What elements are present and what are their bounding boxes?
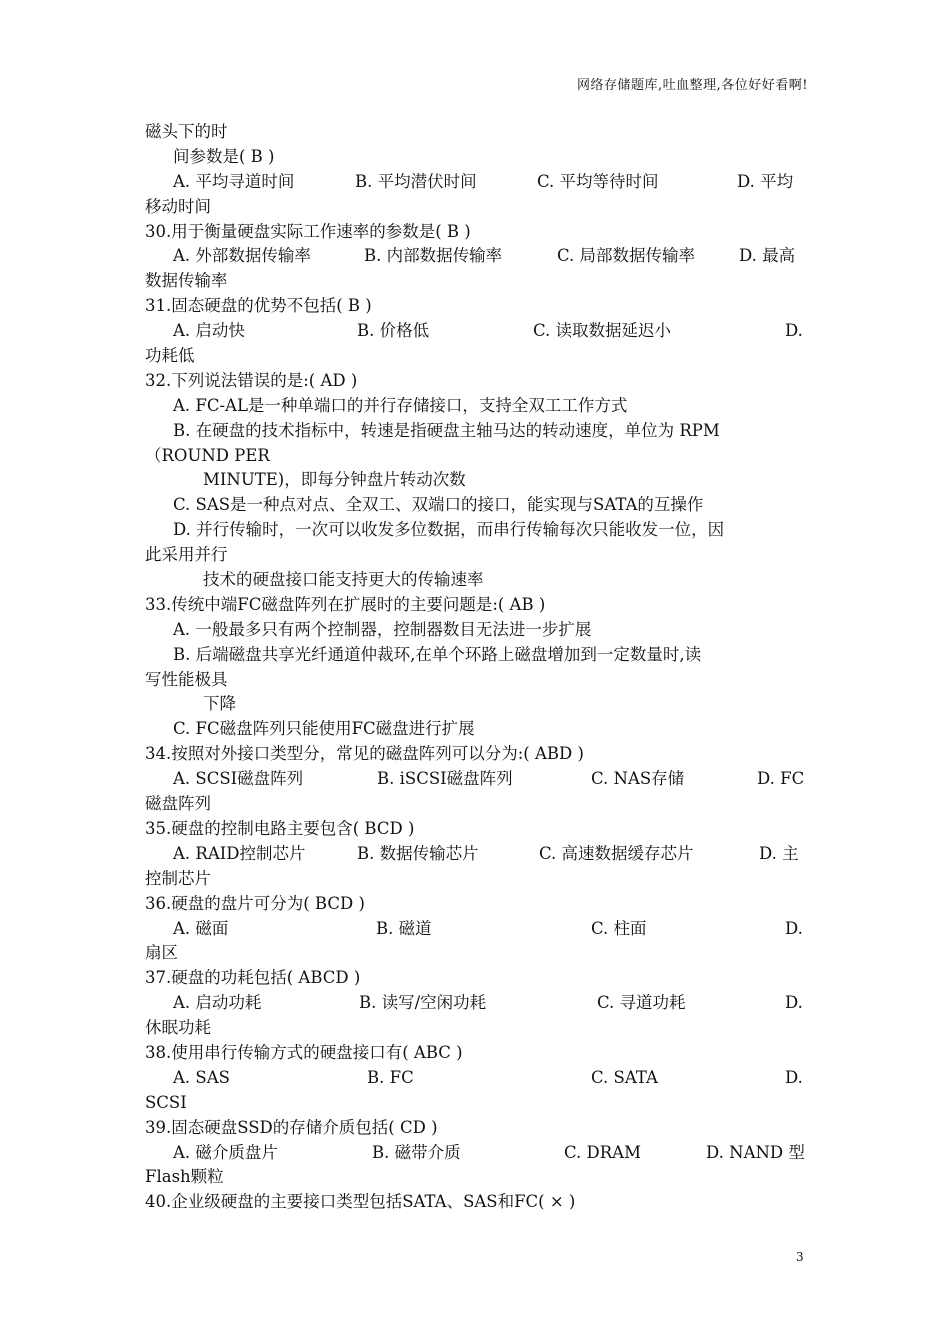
option-c: C. 高速数据缓存芯片: [539, 843, 694, 863]
option-c: C. 柱面: [591, 918, 647, 938]
options-row: [145, 170, 810, 195]
question-list: [145, 120, 810, 1215]
options-row: [145, 917, 810, 942]
question-title: 40.企业级硬盘的主要接口类型包括SATA、SAS和FC( × ): [145, 1192, 576, 1212]
text-line: SCSI: [145, 1092, 187, 1112]
question-title: 30.用于衡量硬盘实际工作速率的参数是( B ): [145, 221, 471, 241]
text-line: 磁头下的时: [145, 122, 228, 141]
text-line: Flash颗粒: [145, 1167, 224, 1187]
option-d: D. 最高: [739, 246, 796, 266]
text-line: 间参数是( B ): [173, 146, 275, 166]
options-row: [145, 1141, 810, 1166]
page-number: 3: [796, 1250, 804, 1264]
options-row: [145, 319, 810, 344]
options-row: [145, 991, 810, 1016]
option-c: C. 寻道功耗: [597, 993, 686, 1013]
option-b: B. 价格低: [357, 321, 430, 341]
option-c: C. 平均等待时间: [537, 171, 659, 191]
option-c: C. 读取数据延迟小: [533, 321, 672, 341]
text-line: 功耗低: [145, 346, 195, 366]
question-title: 35.硬盘的控制电路主要包含( BCD ): [145, 818, 415, 838]
option-c: C. NAS存储: [591, 769, 685, 789]
option-a: A. SCSI磁盘阵列: [173, 769, 304, 789]
page-header: 网络存储题库,吐血整理,各位好好看啊!: [577, 78, 808, 93]
option-b: B. 磁道: [376, 918, 432, 938]
question-title: 38.使用串行传输方式的硬盘接口有( ABC ): [145, 1042, 463, 1062]
option-a: A. 磁介质盘片: [173, 1142, 278, 1162]
text-line: MINUTE)，即每分钟盘片转动次数: [203, 470, 466, 490]
text-line: 数据传输率: [145, 271, 228, 291]
option-d: D.: [785, 993, 803, 1013]
text-line: 此采用并行: [145, 545, 228, 565]
option-c: C. SATA: [591, 1067, 658, 1087]
options-row: [145, 1066, 810, 1091]
text-line: 控制芯片: [145, 868, 211, 888]
options-row: [145, 767, 810, 792]
option-d: D. 主: [759, 843, 799, 863]
question-title: 32.下列说法错误的是:( AD ): [145, 370, 358, 390]
option-d: D. 平均: [737, 171, 794, 191]
option-a: A. 外部数据传输率: [173, 246, 311, 266]
text-line: C. FC磁盘阵列只能使用FC磁盘进行扩展: [173, 719, 475, 739]
text-line: A. FC-AL是一种单端口的并行存储接口，支持全双工工作方式: [173, 395, 628, 415]
options-row: [145, 842, 810, 867]
option-b: B. FC: [367, 1067, 414, 1087]
text-line: A. 一般最多只有两个控制器，控制器数目无法进一步扩展: [173, 619, 592, 639]
text-line: C. SAS是一种点对点、全双工、双端口的接口，能实现与SATA的互操作: [173, 495, 704, 515]
text-line: 技术的硬盘接口能支持更大的传输速率: [203, 570, 484, 590]
text-line: 写性能极具: [145, 669, 228, 689]
option-b: B. 平均潜伏时间: [355, 171, 477, 191]
option-b: B. 内部数据传输率: [364, 246, 503, 266]
text-line: 下降: [203, 694, 236, 714]
question-title: 34.按照对外接口类型分，常见的磁盘阵列可以分为:( ABD ): [145, 744, 584, 764]
option-a: A. 启动功耗: [173, 993, 262, 1013]
question-title: 39.固态硬盘SSD的存储介质包括( CD ): [145, 1117, 438, 1137]
option-d: D. FC: [757, 769, 805, 789]
text-line: B. 后端磁盘共享光纤通道仲裁环,在单个环路上磁盘增加到一定数量时,读: [173, 644, 702, 664]
option-a: A. SAS: [173, 1067, 230, 1087]
option-a: A. 磁面: [173, 918, 229, 938]
question-title: 36.硬盘的盘片可分为( BCD ): [145, 893, 365, 913]
text-line: （ROUND PER: [145, 445, 270, 465]
option-a: A. RAID控制芯片: [173, 843, 306, 863]
option-a: A. 启动快: [173, 321, 245, 341]
text-line: 休眠功耗: [145, 1018, 211, 1038]
option-d: D.: [785, 321, 803, 341]
option-b: B. iSCSI磁盘阵列: [377, 769, 513, 789]
text-line: 扇区: [145, 943, 178, 963]
text-line: 移动时间: [145, 196, 211, 216]
question-title: 37.硬盘的功耗包括( ABCD ): [145, 968, 361, 988]
option-b: B. 读写/空闲功耗: [359, 993, 487, 1013]
option-d: D.: [785, 1067, 803, 1087]
option-b: B. 磁带介质: [372, 1142, 461, 1162]
options-row: [145, 244, 810, 269]
option-c: C. 局部数据传输率: [557, 246, 696, 266]
option-b: B. 数据传输芯片: [357, 843, 479, 863]
text-line: B. 在硬盘的技术指标中，转速是指硬盘主轴马达的转动速度，单位为 RPM: [173, 420, 720, 440]
text-line: 磁盘阵列: [145, 794, 211, 814]
option-d: D. NAND 型: [706, 1142, 805, 1162]
option-d: D.: [785, 918, 803, 938]
question-title: 31.固态硬盘的优势不包括( B ): [145, 296, 372, 316]
text-line: D. 并行传输时，一次可以收发多位数据，而串行传输每次只能收发一位，因: [173, 520, 725, 540]
option-c: C. DRAM: [564, 1142, 641, 1162]
option-a: A. 平均寻道时间: [173, 171, 295, 191]
question-title: 33.传统中端FC磁盘阵列在扩展时的主要问题是:( AB ): [145, 594, 546, 614]
